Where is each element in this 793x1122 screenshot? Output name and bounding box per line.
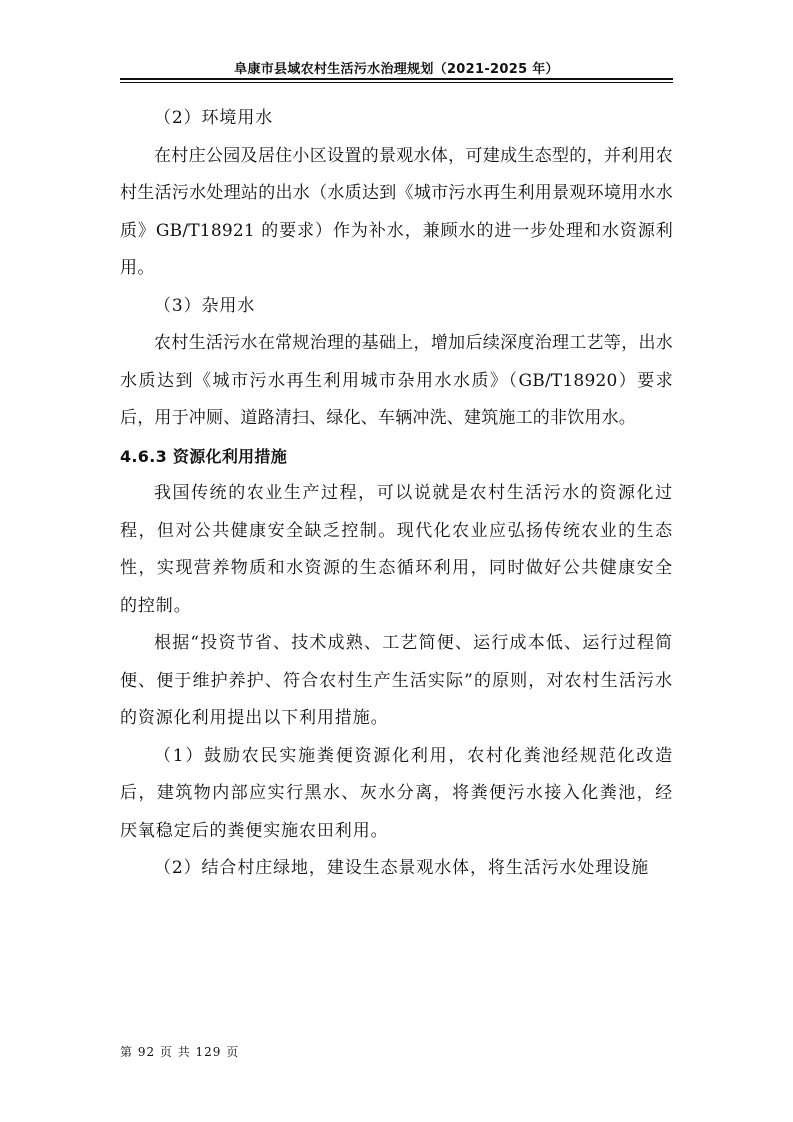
subheading-environment-water: （2）环境用水 (154, 108, 274, 128)
page-header: 阜康市县域农村生活污水治理规划（2021-2025 年） (234, 62, 559, 77)
section-heading: 4.6.3 资源化利用措施 (120, 446, 288, 466)
page-number: 第 92 页 共 129 页 (120, 1045, 240, 1059)
paragraph-traditional-agriculture: 我国传统的农业生产过程，可以说就是农村生活污水的资源化过程，但对公共健康安全缺乏控制。现代化农业应弘扬传统农业的生态性，实现营养物质和水资源的生态循环利用，同时做好公共健康安全的控制。 (120, 483, 673, 616)
subheading-misc-water: （3）杂用水 (154, 295, 256, 316)
paragraph-principles: 根据“投资节省、技术成熟、工艺简便、运行成本低、运行过程简便、便于维护养护、符合农村生产生活实际”的原则，对农村生活污水的资源化利用提出以下利用措施。 (120, 633, 673, 728)
paragraph-misc-water: 农村生活污水在常规治理的基础上，增加后续深度治理工艺等，出水水质达到《城市污水再生利用城市杂用水水质》（GB/T18920）要求后，用于冲厕、道路清扫、绿化、车辆冲洗、建筑施工的非饮用水。 (120, 333, 673, 428)
paragraph-environment-water: 在村庄公园及居住小区设置的景观水体，可建成生态型的，并利用农村生活污水处理站的出水（水质达到《城市污水再生利用景观环境用水水质》GB/T18921 的要求）作为补水，兼顾水的进一步处理和水资源利用。 (120, 145, 673, 278)
header-rule (120, 78, 673, 80)
page-body (120, 100, 673, 888)
paragraph-measure-2: （2）结合村庄绿地，建设生态景观水体，将生活污水处理设施 (154, 858, 650, 878)
paragraph-measure-1: （1）鼓励农民实施粪便资源化利用，农村化粪池经规范化改造后，建筑物内部应实行黑水、灰水分离，将粪便污水接入化粪池，经厌氧稳定后的粪便实施农田利用。 (120, 745, 673, 841)
header-rule-thin (120, 82, 673, 83)
